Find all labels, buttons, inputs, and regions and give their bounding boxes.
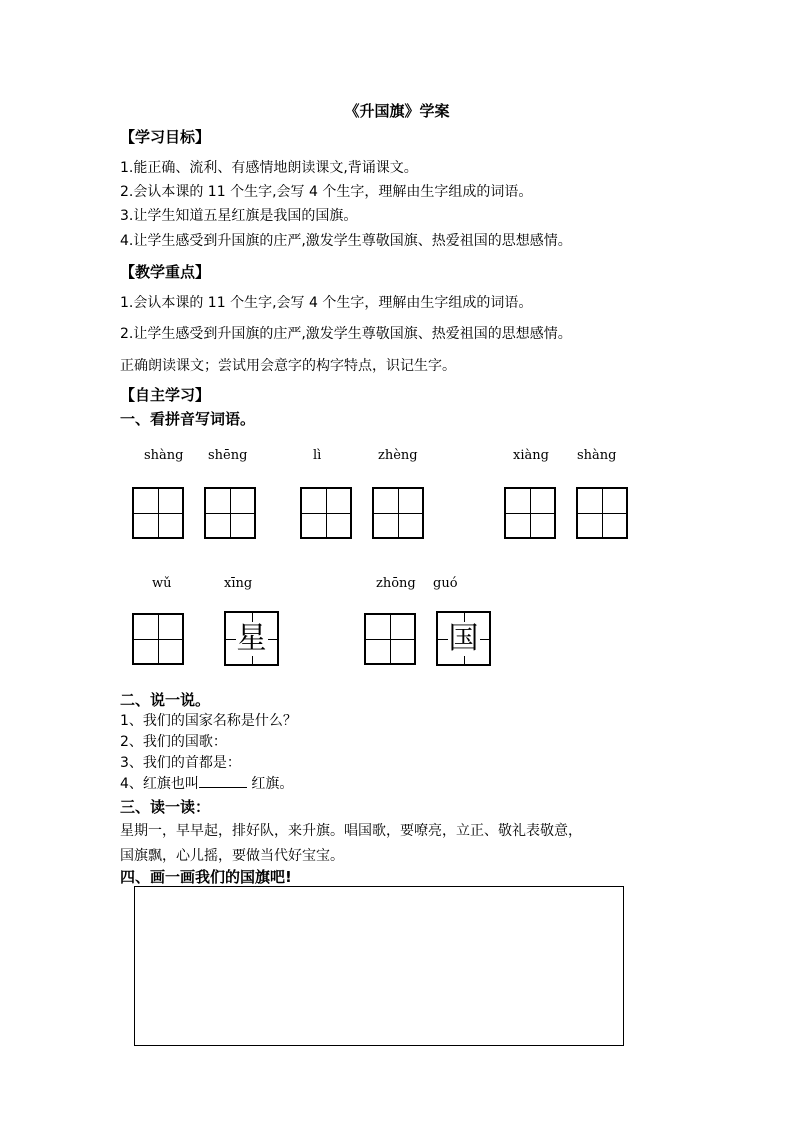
pinyin-label: wǔ — [152, 576, 172, 591]
part2-heading: 二、说一说。 — [120, 691, 211, 709]
example-character: 星 — [236, 620, 267, 656]
pinyin-label: xiàng — [513, 448, 549, 463]
pinyin-label: shēng — [208, 448, 248, 463]
key-point-3: 正确朗读课文；尝试用会意字的构字特点，识记生字。 — [120, 358, 456, 374]
flag-drawing-area[interactable] — [134, 886, 624, 1046]
part3-heading: 三、读一读： — [120, 798, 211, 816]
writing-grid-box[interactable] — [364, 613, 416, 665]
key-point-2: 2.让学生感受到升国旗的庄严,激发学生尊敬国旗、热爱祖国的思想感情。 — [120, 326, 572, 342]
goal-item-1: 1.能正确、流利、有感情地朗读课文,背诵课文。 — [120, 160, 418, 176]
question-4-prefix: 4、红旗也叫 — [120, 776, 199, 792]
writing-grid-box[interactable] — [132, 487, 184, 539]
goal-item-3: 3.让学生知道五星红旗是我国的国旗。 — [120, 208, 358, 224]
part4-heading: 四、画一画我们的国旗吧! — [120, 868, 292, 886]
pinyin-label: zhèng — [378, 448, 418, 463]
pinyin-label: guó — [433, 576, 458, 591]
goal-item-4: 4.让学生感受到升国旗的庄严,激发学生尊敬国旗、热爱祖国的思想感情。 — [120, 233, 572, 249]
writing-grid-box[interactable] — [372, 487, 424, 539]
writing-grid-box[interactable] — [132, 613, 184, 665]
pinyin-label: shàng — [144, 448, 184, 463]
writing-grid-box-xing — [224, 611, 279, 666]
writing-grid-box[interactable] — [300, 487, 352, 539]
goals-heading: 【学习目标】 — [120, 128, 211, 146]
pinyin-label: shàng — [577, 448, 617, 463]
part1-heading: 一、看拼音写词语。 — [120, 410, 256, 428]
pinyin-label: zhōng — [376, 576, 416, 591]
key-point-1: 1.会认本课的 11 个生字,会写 4 个生字，理解由生字组成的词语。 — [120, 295, 533, 311]
question-1: 1、我们的国家名称是什么？ — [120, 713, 297, 729]
writing-grid-box[interactable] — [204, 487, 256, 539]
question-3: 3、我们的首都是： — [120, 755, 241, 771]
key-points-heading: 【教学重点】 — [120, 263, 211, 281]
pinyin-label: xīng — [224, 576, 253, 591]
writing-grid-box[interactable] — [504, 487, 556, 539]
reading-line-1: 星期一，早早起，排好队，来升旗。唱国歌，要嘹亮，立正、敬礼表敬意， — [120, 823, 582, 839]
goal-item-2: 2.会认本课的 11 个生字,会写 4 个生字，理解由生字组成的词语。 — [120, 184, 533, 200]
question-4-suffix: 红旗。 — [251, 776, 294, 792]
example-character: 国 — [448, 620, 479, 656]
fill-blank[interactable] — [199, 775, 247, 788]
writing-grid-box-guo — [436, 611, 491, 666]
reading-line-2: 国旗飘，心儿摇，要做当代好宝宝。 — [120, 848, 344, 864]
self-study-heading: 【自主学习】 — [120, 386, 211, 404]
page-title: 《升国旗》学案 — [344, 102, 450, 120]
pinyin-label: lì — [313, 448, 322, 463]
writing-grid-box[interactable] — [576, 487, 628, 539]
question-4 — [120, 773, 293, 793]
question-2: 2、我们的国歌： — [120, 734, 227, 750]
